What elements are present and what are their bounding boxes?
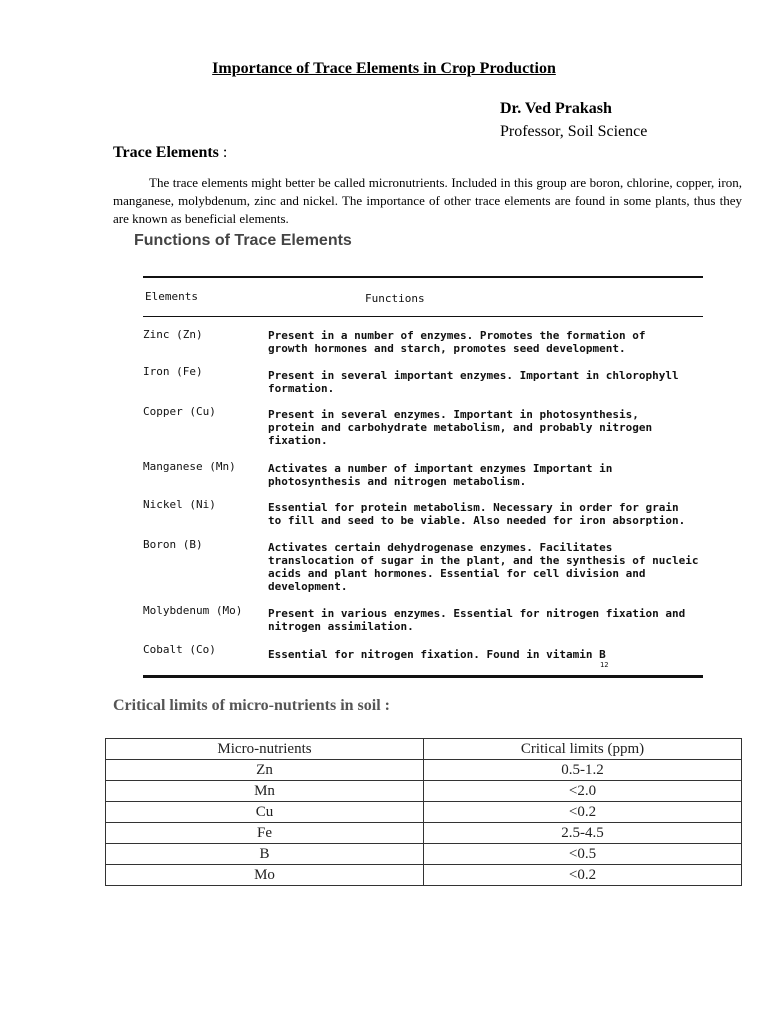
table-header-row [106,739,742,760]
nutrient-cell: Fe [106,823,424,844]
limit-cell: 0.5-1.2 [424,760,742,781]
table-header-rule [143,316,703,317]
section-heading-suffix: : [218,144,228,161]
functions-table [143,276,703,678]
table-row [106,802,742,823]
limit-cell: 2.5-4.5 [424,823,742,844]
table-bottom-rule [143,675,703,678]
nutrient-cell: Zn [106,760,424,781]
element-name: Cobalt (Co) [143,643,216,656]
element-function: Essential for protein metabolism. Necessary in order for grain to fill and seed to be viable. Also needed for iron absorption. [268,501,686,527]
nutrient-cell: B [106,844,424,865]
vitamin-subscript: 12 [600,661,609,669]
limit-cell: <0.5 [424,844,742,865]
author-name: Dr. Ved Prakash [500,100,612,117]
intro-paragraph: The trace elements might better be called micronutrients. Included in this group are boron, chlorine, copper, iron, manganese, molybdenum, zinc and nickel. The importance of other trace elements are found in some plants, thus they are known as beneficial elements. [113,175,742,226]
header-cell-nutrient: Micro-nutrients [106,739,424,760]
table-row [106,781,742,802]
element-function: Activates certain dehydrogenase enzymes. Facilitates translocation of sugar in the plant, and the synthesis of nucleic acids and plant hormones. Essential for cell division and development. [268,541,699,593]
table-top-rule [143,276,703,278]
element-function: Present in several enzymes. Important in photosynthesis, protein and carbohydrate metabolism, and probably nitrogen fixation. [268,408,653,447]
element-name: Manganese (Mn) [143,460,236,473]
functions-heading: Functions of Trace Elements [134,232,352,249]
element-name: Zinc (Zn) [143,328,203,341]
document-title: Importance of Trace Elements in Crop Production [212,60,556,77]
element-name: Nickel (Ni) [143,498,216,511]
element-function: Present in a number of enzymes. Promotes the formation of growth hormones and starch, promotes seed development. [268,329,646,355]
section-heading-text: Trace Elements [113,144,219,161]
critical-limits-heading: Critical limits of micro-nutrients in soil : [113,697,390,714]
nutrient-cell: Cu [106,802,424,823]
functions-header-elements: Elements [145,290,198,303]
element-name: Boron (B) [143,538,203,551]
nutrient-cell: Mn [106,781,424,802]
element-name: Copper (Cu) [143,405,216,418]
limit-cell: <0.2 [424,865,742,886]
element-function: Present in various enzymes. Essential for nitrogen fixation and nitrogen assimilation. [268,607,686,633]
element-function: Essential for nitrogen fixation. Found in vitamin B [268,648,606,661]
table-row [106,865,742,886]
element-function: Activates a number of important enzymes Important in photosynthesis and nitrogen metabolism. [268,462,613,488]
table-row [106,760,742,781]
table-row [106,823,742,844]
table-row [106,844,742,865]
functions-header-functions: Functions [365,292,425,305]
section-heading [113,144,227,162]
element-name: Molybdenum (Mo) [143,604,243,617]
critical-limits-table [105,738,742,886]
nutrient-cell: Mo [106,865,424,886]
limit-cell: <0.2 [424,802,742,823]
limit-cell: <2.0 [424,781,742,802]
header-cell-limit: Critical limits (ppm) [424,739,742,760]
element-function: Present in several important enzymes. Important in chlorophyll formation. [268,369,679,395]
author-role: Professor, Soil Science [500,123,648,140]
element-name: Iron (Fe) [143,365,203,378]
